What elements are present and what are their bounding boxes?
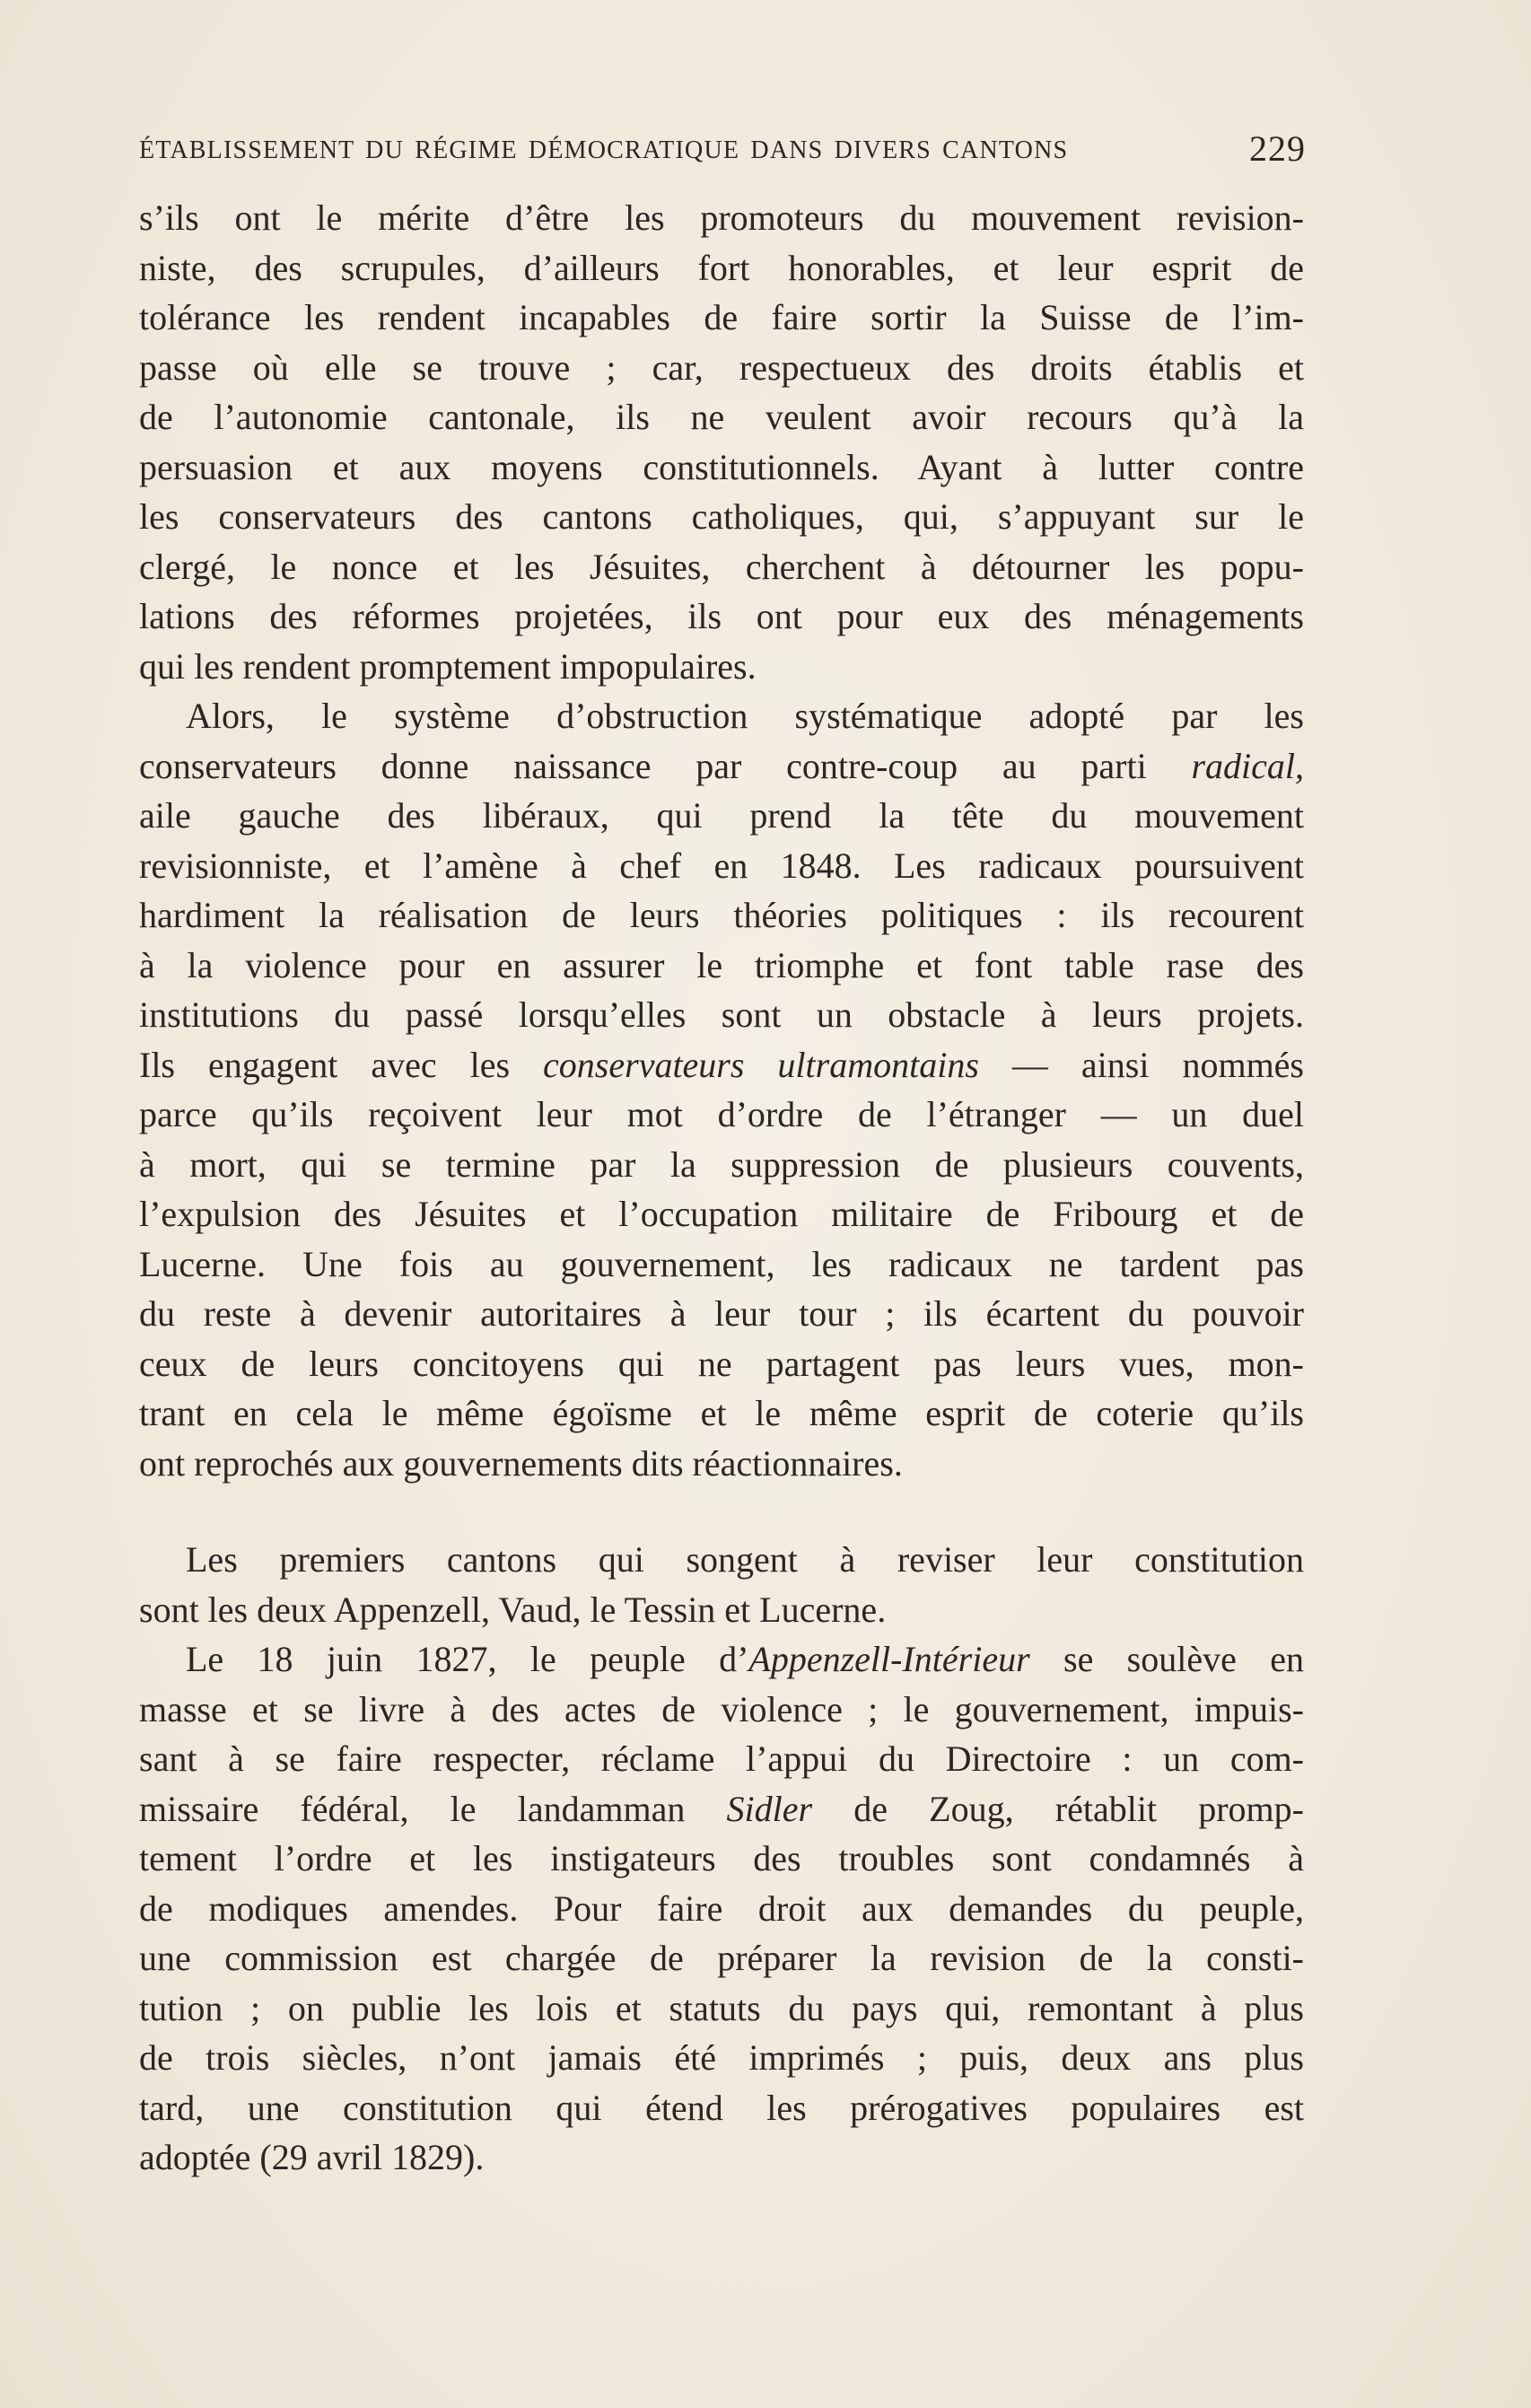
text-line: trant en cela le même égoïsme et le même esprit de coterie qu’ils — [139, 1393, 1304, 1433]
text-line: tement l’ordre et les instigateurs des troubles sont condamnés à — [139, 1838, 1304, 1878]
text-run: se soulève en — [1029, 1639, 1304, 1679]
text-line: clergé, le nonce et les Jésuites, cherchent à détourner les popu- — [139, 546, 1304, 587]
text-run: de Zoug, rétablit promp- — [812, 1788, 1304, 1829]
text-line: Lucerne. Une fois au gouvernement, les radicaux ne tardent pas — [139, 1243, 1304, 1284]
running-title: ÉTABLISSEMENT DU RÉGIME DÉMOCRATIQUE DANS DIVERS CANTONS — [139, 136, 1069, 164]
text-line — [139, 1784, 1304, 1834]
text-line: du reste à devenir autoritaires à leur tour ; ils écartent du pouvoir — [139, 1293, 1304, 1334]
running-head — [139, 127, 1306, 172]
text-line: aile gauche des libéraux, qui prend la tête du mouvement — [139, 795, 1304, 836]
text-line: de trois siècles, n’ont jamais été imprimés ; puis, deux ans plus — [139, 2037, 1304, 2078]
italic-term: conservateurs ultramontains — [543, 1044, 979, 1085]
section-gap — [139, 1488, 1304, 1535]
italic-term: Sidler — [726, 1788, 813, 1829]
page-number: 229 — [1249, 128, 1306, 169]
text-line: sont les deux Appenzell, Vaud, le Tessin et Lucerne. — [139, 1589, 887, 1630]
text-line: tolérance les rendent incapables de faire sortir la Suisse de l’im- — [139, 297, 1304, 337]
text-line — [139, 1634, 1304, 1685]
text-line: de l’autonomie cantonale, ils ne veulent avoir recours qu’à la — [139, 397, 1304, 437]
text-line: tution ; on publie les lois et statuts du pays qui, remontant à plus — [139, 1987, 1304, 2028]
text-line: les conservateurs des cantons catholiques, qui, s’appuyant sur le — [139, 496, 1304, 537]
italic-term: radical, — [1191, 745, 1304, 786]
text-run: Ils engagent avec les — [139, 1044, 544, 1085]
text-run: Le 18 juin 1827, le peuple d’ — [186, 1639, 749, 1679]
text-line: hardiment la réalisation de leurs théories politiques : ils recourent — [139, 895, 1304, 935]
text-run: — ainsi nommés — [978, 1044, 1304, 1085]
text-line: ceux de leurs concitoyens qui ne partagent pas leurs vues, mon- — [139, 1343, 1304, 1384]
text-line: niste, des scrupules, d’ailleurs fort honorables, et leur esprit de — [139, 247, 1304, 288]
text-line: Alors, le système d’obstruction systématique adopté par les — [186, 696, 1304, 736]
text-line: adoptée (29 avril 1829). — [139, 2137, 485, 2177]
text-line — [139, 1040, 1304, 1090]
text-line: de modiques amendes. Pour faire droit aux demandes du peuple, — [139, 1887, 1304, 1929]
text-line: qui les rendent promptement impopulaires. — [139, 645, 757, 687]
text-line: persuasion et aux moyens constitutionnels. Ayant à lutter contre — [139, 446, 1304, 487]
text-line: parce qu’ils reçoivent leur mot d’ordre de l’étranger — un duel — [139, 1094, 1304, 1134]
text-line: à mort, qui se termine par la suppression de plusieurs couvents, — [139, 1143, 1304, 1185]
italic-term: Appenzell-Intérieur — [748, 1639, 1030, 1679]
text-line: lations des réformes projetées, ils ont pour eux des ménagements — [139, 596, 1304, 636]
text-line: une commission est chargée de préparer la revision de la consti- — [139, 1938, 1304, 1978]
text-line: ont reprochés aux gouvernements dits réactionnaires. — [139, 1442, 903, 1484]
text-run: missaire fédéral, le landamman — [139, 1788, 727, 1829]
text-line: Les premiers cantons qui songent à reviser leur constitution — [186, 1539, 1304, 1580]
text-line: sant à se faire respecter, réclame l’appui du Directoire : un com- — [139, 1738, 1304, 1779]
text-line: l’expulsion des Jésuites et l’occupation militaire de Fribourg et de — [139, 1194, 1304, 1234]
text-line: institutions du passé lorsqu’elles sont un obstacle à leurs projets. — [139, 994, 1304, 1035]
text-line: à la violence pour en assurer le triomphe et font table rase des — [139, 944, 1304, 985]
text-line: s’ils ont le mérite d’être les promoteurs du mouvement revision- — [139, 197, 1304, 238]
text-line: revisionniste, et l’amène à chef en 1848. Les radicaux poursuivent — [139, 845, 1304, 886]
text-line: passe où elle se trouve ; car, respectueux des droits établis et — [139, 346, 1304, 388]
text-run: conservateurs donne naissance par contre-coup au parti — [139, 745, 1192, 786]
text-line: tard, une constitution qui étend les prérogatives populaires est — [139, 2087, 1304, 2128]
text-line — [139, 741, 1304, 792]
body-text — [139, 193, 1304, 2183]
text-line: masse et se livre à des actes de violence ; le gouvernement, impuis- — [139, 1688, 1304, 1729]
